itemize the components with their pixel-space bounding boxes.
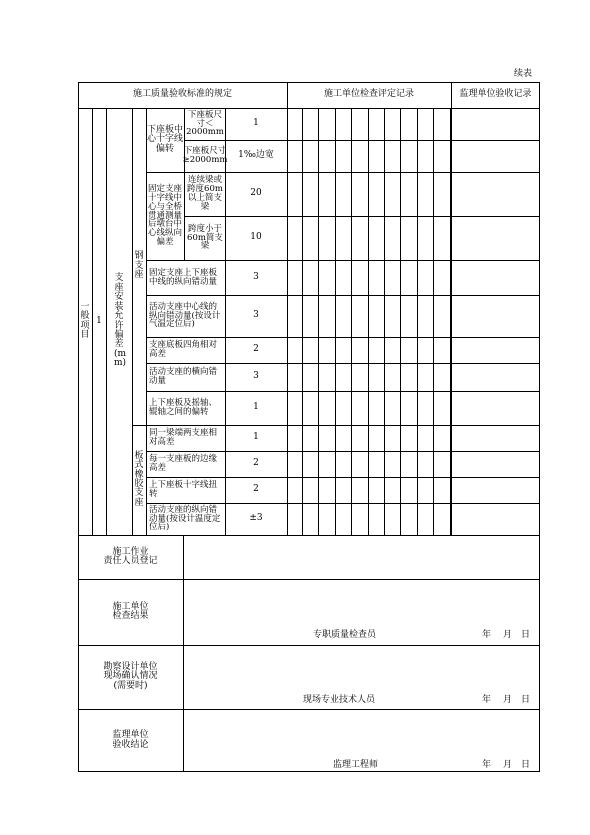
grid-line bbox=[368, 108, 369, 535]
date-day-label: 日 bbox=[521, 695, 531, 705]
row-description: 同一梁端两支座相对高差 bbox=[149, 428, 218, 447]
row-tolerance-value: 1 bbox=[253, 432, 259, 443]
survey-confirm-label: 勘察设计单位 现场确认情况 (需要时) bbox=[103, 661, 158, 691]
item-number: 1 bbox=[96, 315, 102, 326]
header-standard: 施工质量验收标准的规定 bbox=[132, 89, 232, 100]
row-description: 下座板尺寸＜2000mm bbox=[186, 109, 224, 138]
item-name-label: 支座安装允许偏差(mm) bbox=[114, 273, 127, 369]
date-day-label: 日 bbox=[521, 630, 531, 640]
row-tolerance-value: 1 bbox=[253, 402, 259, 413]
row-description: 支座底板四角相对高差 bbox=[149, 340, 218, 359]
date-year-label: 年 bbox=[482, 630, 492, 640]
row-tolerance-value: 3 bbox=[253, 371, 259, 382]
row-tolerance-value: 2 bbox=[253, 344, 259, 355]
row-description: 上下座板十字线扭转 bbox=[149, 480, 218, 499]
grid-line bbox=[451, 82, 452, 535]
row-tolerance-value: 20 bbox=[250, 188, 262, 199]
date-month-label: 月 bbox=[503, 630, 513, 640]
construction-result-label: 施工单位 检查结果 bbox=[112, 601, 149, 621]
supervision-engineer-sign: 监理工程师 bbox=[333, 760, 379, 770]
row-description: 下座板尺寸≥2000mm bbox=[182, 146, 228, 165]
date-month-label: 月 bbox=[503, 695, 513, 705]
date-day-label: 日 bbox=[521, 760, 531, 770]
grid-line bbox=[417, 108, 418, 535]
subgroup-plate-deviation: 下座板中心十字线偏转 bbox=[146, 124, 183, 154]
row-description: 活动支座的横向错动量 bbox=[149, 367, 218, 386]
row-description: 上下座板及摇轴、辊轴之间的偏转 bbox=[149, 398, 218, 417]
survey-technician-sign: 现场专业技术人员 bbox=[303, 695, 376, 705]
subgroup-fixed-bearing-deviation: 固定支座十字线中心与全桥贯通测量后墩台中心线纵向偏差 bbox=[147, 183, 182, 248]
date-year-label: 年 bbox=[482, 695, 492, 705]
grid-line bbox=[318, 108, 319, 535]
row-description: 活动支座的纵向错动量(按设计温度定位后) bbox=[149, 504, 221, 533]
row-tolerance-value: ±3 bbox=[249, 513, 263, 524]
row-description: 活动支座中心线的纵向错动量(按设计气温定位后) bbox=[149, 301, 221, 330]
row-tolerance-value: 1 bbox=[253, 118, 259, 129]
grid-line bbox=[287, 82, 288, 535]
row-tolerance-value: 2 bbox=[253, 458, 259, 469]
grid-line bbox=[433, 108, 434, 535]
grid-line bbox=[450, 108, 451, 535]
row-tolerance-value: 1‰边宽 bbox=[238, 150, 274, 161]
row-description: 每一支座板的边缘高差 bbox=[149, 454, 218, 473]
row-description: 固定支座上下座板中线的纵向错动量 bbox=[149, 267, 218, 287]
row-description: 跨度小于60m简支梁 bbox=[187, 223, 223, 252]
row-description: 连续梁或跨度60m以上简支梁 bbox=[187, 175, 223, 212]
worker-register-label: 施工作业 责任人员登记 bbox=[103, 546, 158, 566]
continued-label: 续表 bbox=[513, 69, 532, 79]
supervision-conclusion-label: 监理单位 验收结论 bbox=[112, 730, 149, 750]
construction-inspector-sign: 专职质量检查员 bbox=[313, 630, 377, 640]
grid-line bbox=[400, 108, 401, 535]
grid-line bbox=[302, 108, 303, 535]
header-construction-record: 施工单位检查评定记录 bbox=[323, 89, 414, 100]
grid-line bbox=[183, 535, 184, 772]
grid-line bbox=[335, 108, 336, 535]
row-tolerance-value: 10 bbox=[250, 232, 262, 243]
grid-line bbox=[351, 108, 352, 535]
category-label: 一般项目 bbox=[80, 301, 90, 340]
group-steel-bearing: 钢支座 bbox=[134, 251, 144, 281]
row-tolerance-value: 3 bbox=[253, 310, 259, 321]
row-tolerance-value: 3 bbox=[253, 271, 259, 282]
header-supervision-record: 监理单位验收记录 bbox=[459, 89, 532, 100]
date-month-label: 月 bbox=[503, 760, 513, 770]
group-rubber-bearing: 板式橡胶支座 bbox=[134, 450, 144, 508]
grid-line bbox=[384, 108, 385, 535]
date-year-label: 年 bbox=[482, 760, 492, 770]
row-tolerance-value: 2 bbox=[253, 484, 259, 495]
